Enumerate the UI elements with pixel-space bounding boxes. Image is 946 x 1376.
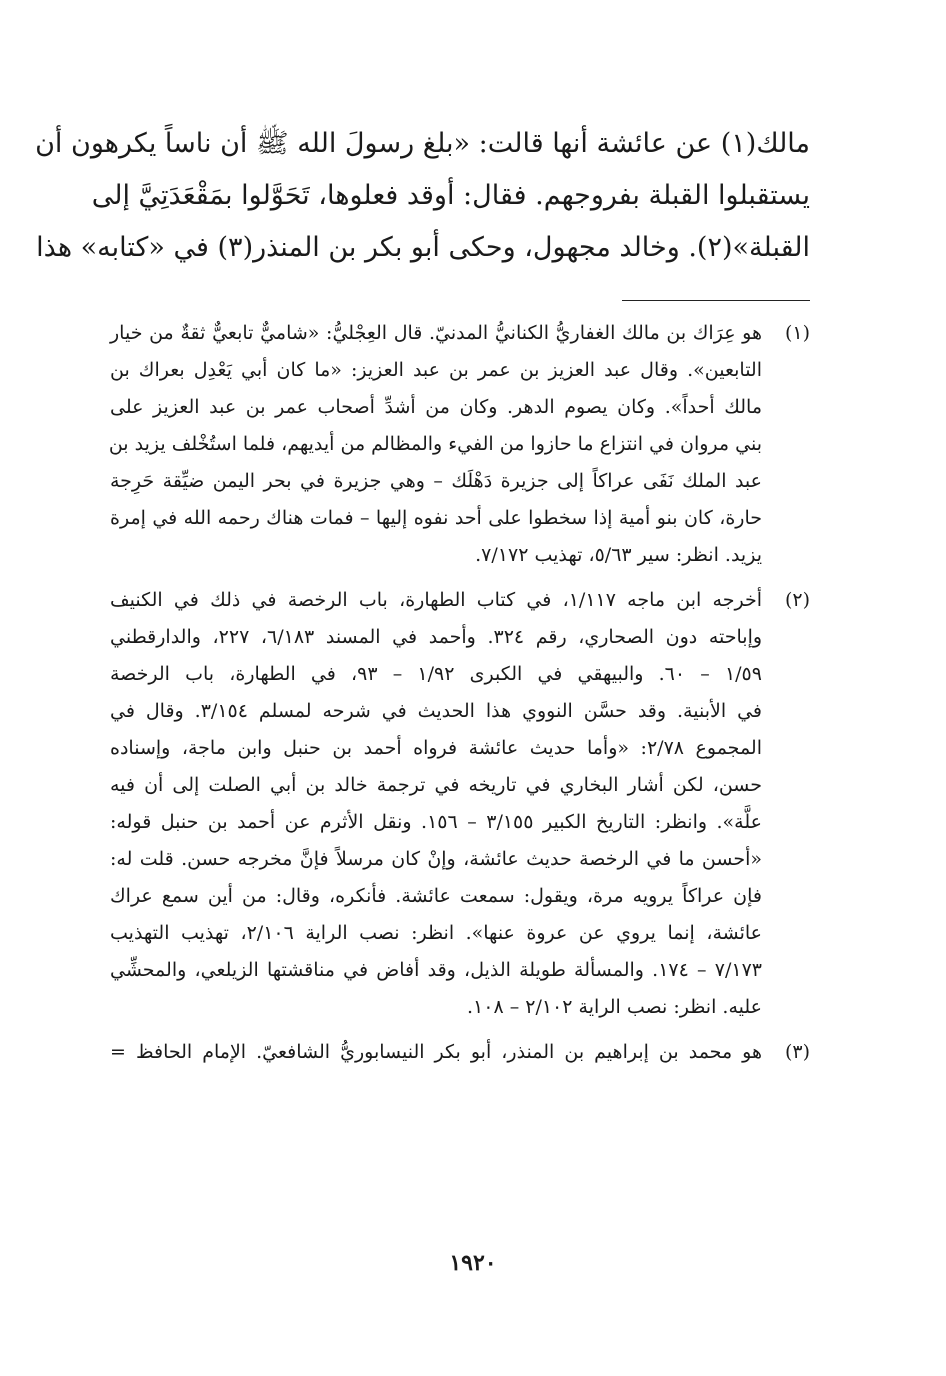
main-text-line: القبلة»(٢). وخالد مجهول، وحكى أبو بكر بن المنذر(٣) في «كتابه» هذا bbox=[36, 232, 810, 263]
page-number: ١٩٢٠ bbox=[449, 1250, 497, 1276]
footnote-line: مالك أحداً». وكان يصوم الدهر. وكان من أشدِّ أصحاب عمر بن عبد العزيز على bbox=[110, 396, 762, 418]
footnote-line: ١/٥٩ – ٦٠. والبيهقي في الكبرى ١/٩٢ – ٩٣، في الطهارة، باب الرخصة bbox=[110, 663, 762, 685]
footnote-line: عبد الملك نَفَى عراكاً إلى جزيرة دَهْلَك – وهي جزيرة في بحر اليمن ضيِّقة حَرِجة bbox=[110, 470, 762, 492]
page-body bbox=[35, 118, 810, 1071]
main-text-line: يستقبلوا القبلة بفروجهم. فقال: أوقد فعلوها، تَحَوَّلوا بمَقْعَدَتِيَّ إلى bbox=[91, 180, 810, 211]
footnote-line: يزيد. انظر: سير ٥/٦٣، تهذيب ٧/١٧٢. bbox=[475, 544, 762, 566]
footnote-line: وإباحته دون الصحاري، رقم ٣٢٤. وأحمد في المسند ٦/١٨٣، ٢٢٧، والدارقطني bbox=[110, 626, 763, 648]
footnote-marker: (١) bbox=[784, 322, 810, 344]
footnote-line: المجموع ٢/٧٨: «وأما حديث عائشة فرواه أحمد بن حنبل وابن ماجة، وإسناده bbox=[110, 737, 762, 759]
footnote-marker: (٢) bbox=[784, 589, 810, 611]
main-text bbox=[35, 118, 810, 274]
footnote-line: في الأبنية. وقد حسَّن النووي هذا الحديث في شرحه لمسلم ٣/١٥٤. وقال في bbox=[110, 700, 762, 722]
footnote-3 bbox=[110, 1034, 810, 1071]
footnote-2 bbox=[110, 582, 810, 1026]
footnote-line: حارة، كان بنو أمية إذا سخطوا على أحد نفوه إليها – فمات هناك رحمه الله في إمرة bbox=[110, 507, 762, 529]
main-text-line: مالك(١) عن عائشة أنها قالت: «بلغ رسولَ الله ﷺ أن ناساً يكرهون أن bbox=[35, 128, 810, 159]
footnote-line: ٧/١٧٣ – ١٧٤. والمسألة طويلة الذيل، وقد أفاض في مناقشتها الزيلعي، والمحشِّي bbox=[110, 959, 762, 981]
footnote-line: بني مروان في انتزاع ما حازوا من الفيء والمظالم من أيديهم، فلما استُخْلف يزيد بن bbox=[108, 433, 762, 455]
footnote-line: علَّة». وانظر: التاريخ الكبير ٣/١٥٥ – ١٥٦. ونقل الأثرم عن أحمد بن حنبل قوله: bbox=[110, 811, 762, 833]
footnote-separator bbox=[622, 300, 810, 301]
footnote-line: عليه. انظر: نصب الراية ٢/١٠٢ – ١٠٨. bbox=[466, 996, 762, 1018]
footnote-line: أخرجه ابن ماجه ١/١١٧، في كتاب الطهارة، باب الرخصة في ذلك في الكنيف bbox=[110, 589, 762, 611]
footnote-marker: (٣) bbox=[784, 1041, 810, 1063]
footnote-line: حسن، لكن أشار البخاري في تاريخه في ترجمة خالد بن أبي الصلت إلى أن فيه bbox=[110, 774, 762, 796]
footnote-line: «أحسن ما في الرخصة حديث عائشة، وإنْ كان مرسلاً فإنَّ مخرجه حسن. قلت له: bbox=[110, 848, 762, 870]
footnote-line: هو عِرَاك بن مالك الغفاريُّ الكنانيُّ المدنيّ. قال العِجْليُّ: «شاميٌّ تابعيٌّ ثقةٌ من خيار bbox=[110, 322, 762, 344]
footnote-line: التابعين». وقال عبد العزيز بن عمر بن عبد العزيز: «ما كان أبي يَعْدِل بعراك بن bbox=[110, 359, 762, 381]
footnote-line: فإن عراكاً يرويه مرة، ويقول: سمعت عائشة. فأنكره، وقال: من أين سمع عراك bbox=[110, 885, 762, 907]
footnotes bbox=[110, 315, 810, 1071]
footnote-line: عائشة، إنما يروي عن عروة عنها». انظر: نصب الراية ٢/١٠٦، تهذيب التهذيب bbox=[110, 922, 763, 944]
footnote-1 bbox=[110, 315, 810, 574]
footnote-line: هو محمد بن إبراهيم بن المنذر، أبو بكر النيسابوريُّ الشافعيّ. الإمام الحافظ = bbox=[110, 1041, 762, 1063]
